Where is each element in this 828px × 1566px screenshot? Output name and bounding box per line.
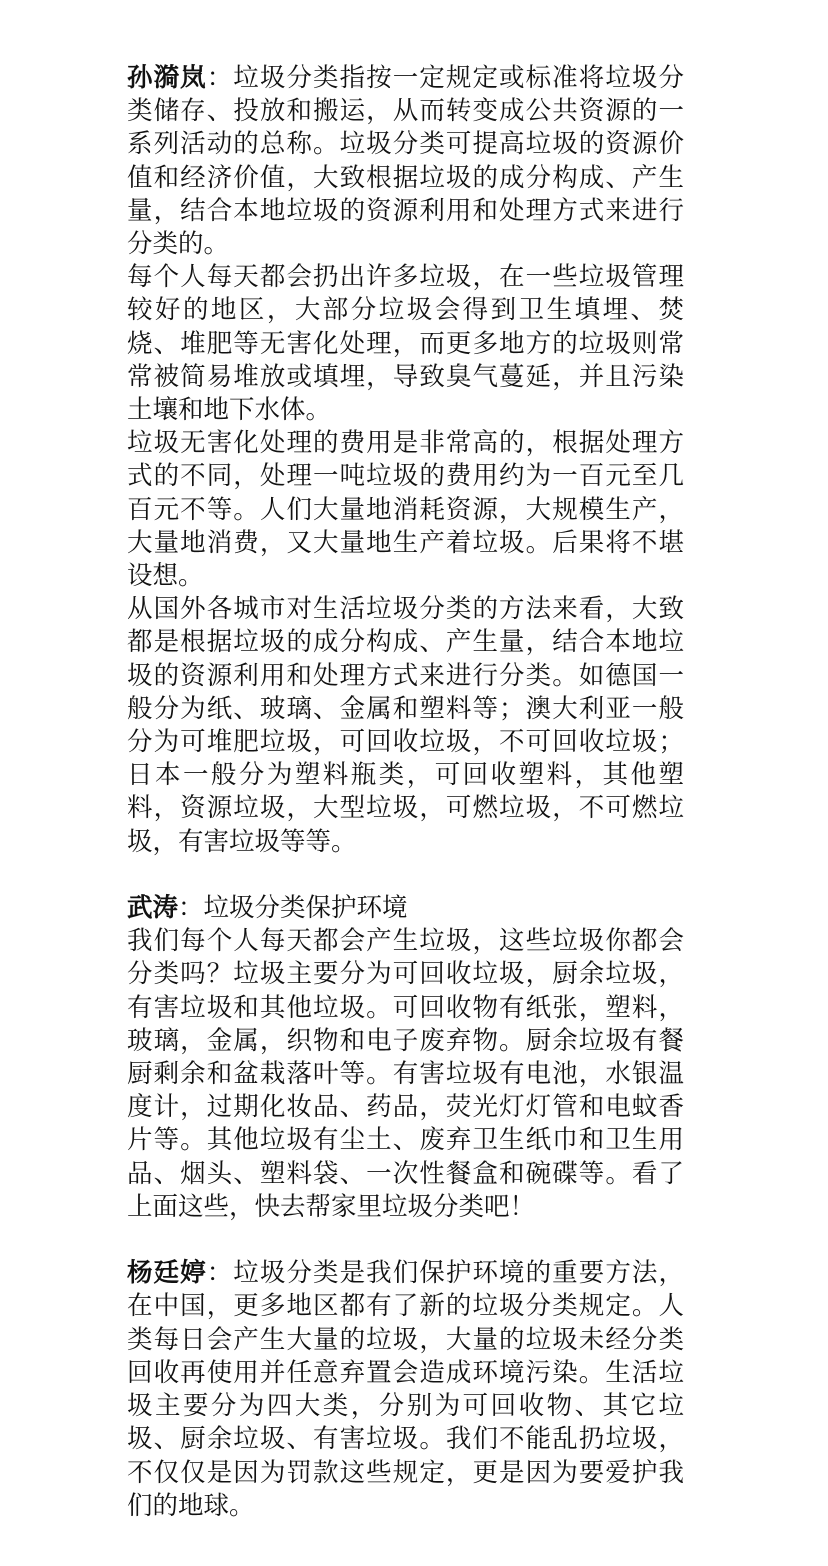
- article: [127, 62, 684, 1523]
- author-separator: ：: [178, 893, 204, 924]
- paragraph: 垃圾无害化处理的费用是非常高的，根据处理方式的不同，处理一吨垃圾的费用约为一百元至几百元不等。人们大量地消耗资源，大规模生产，大量地消费，又大量地生产着垃圾。后果将不堪设想。: [127, 428, 684, 592]
- section-sun-yilan: [127, 62, 684, 859]
- paragraph: [127, 62, 684, 261]
- paragraph: 我们每个人每天都会产生垃圾，这些垃圾你都会分类吗？垃圾主要分为可回收垃圾，厨余垃圾，有害垃圾和其他垃圾。可回收物有纸张，塑料，玻璃，金属，织物和电子废弃物。厨余垃圾有餐厨剩余和盆栽落叶等。有害垃圾有电池，水银温度计，过期化妆品、药品，荧光灯灯管和电蚊香片等。其他垃圾有尘土、废弃卫生纸巾和卫生用品、烟头、塑料袋、一次性餐盒和碗碟等。看了上面这些，快去帮家里垃圾分类吧！: [127, 926, 684, 1222]
- paragraph: [127, 892, 684, 925]
- author-separator: ：: [206, 63, 234, 93]
- paragraph: [127, 1257, 684, 1523]
- author-name: 杨廷婷: [127, 1258, 207, 1289]
- section-wu-tao: [127, 892, 684, 1224]
- author-name: 孙漪岚: [127, 63, 207, 93]
- paragraph: 从国外各城市对生活垃圾分类的方法来看，大致都是根据垃圾的成分构成、产生量，结合本地垃圾的资源利用和处理方式来进行分类。如德国一般分为纸、玻璃、金属和塑料等；澳大利亚一般分为可堆肥垃圾，可回收垃圾，不可回收垃圾；日本一般分为塑料瓶类，可回收塑料，其他塑料，资源垃圾，大型垃圾，可燃垃圾，不可燃垃圾，有害垃圾等等。: [127, 594, 684, 857]
- author-separator: ：: [206, 1258, 234, 1289]
- paragraph-title: 垃圾分类保护环境: [203, 893, 408, 924]
- section-yang-tingting: [127, 1257, 684, 1523]
- paragraph: 每个人每天都会扔出许多垃圾，在一些垃圾管理较好的地区，大部分垃圾会得到卫生填埋、焚烧、堆肥等无害化处理，而更多地方的垃圾则常常被简易堆放或填埋，导致臭气蔓延，并且污染土壤和地下水体。: [127, 262, 684, 426]
- paragraph-text: 垃圾分类是我们保护环境的重要方法，在中国，更多地区都有了新的垃圾分类规定。人类每日会产生大量的垃圾，大量的垃圾未经分类回收再使用并任意弃置会造成环境污染。生活垃圾主要分为四大类，分别为可回收物、其它垃圾、厨余垃圾、有害垃圾。我们不能乱扔垃圾，不仅仅是因为罚款这些规定，更是因为要爱护我们的地球。: [127, 1258, 684, 1521]
- author-name: 武涛: [127, 893, 179, 924]
- paragraph-text: 垃圾分类指按一定规定或标准将垃圾分类储存、投放和搬运，从而转变成公共资源的一系列活动的总称。垃圾分类可提高垃圾的资源价值和经济价值，大致根据垃圾的成分构成、产生量，结合本地垃圾的资源利用和处理方式来进行分类的。: [127, 63, 684, 260]
